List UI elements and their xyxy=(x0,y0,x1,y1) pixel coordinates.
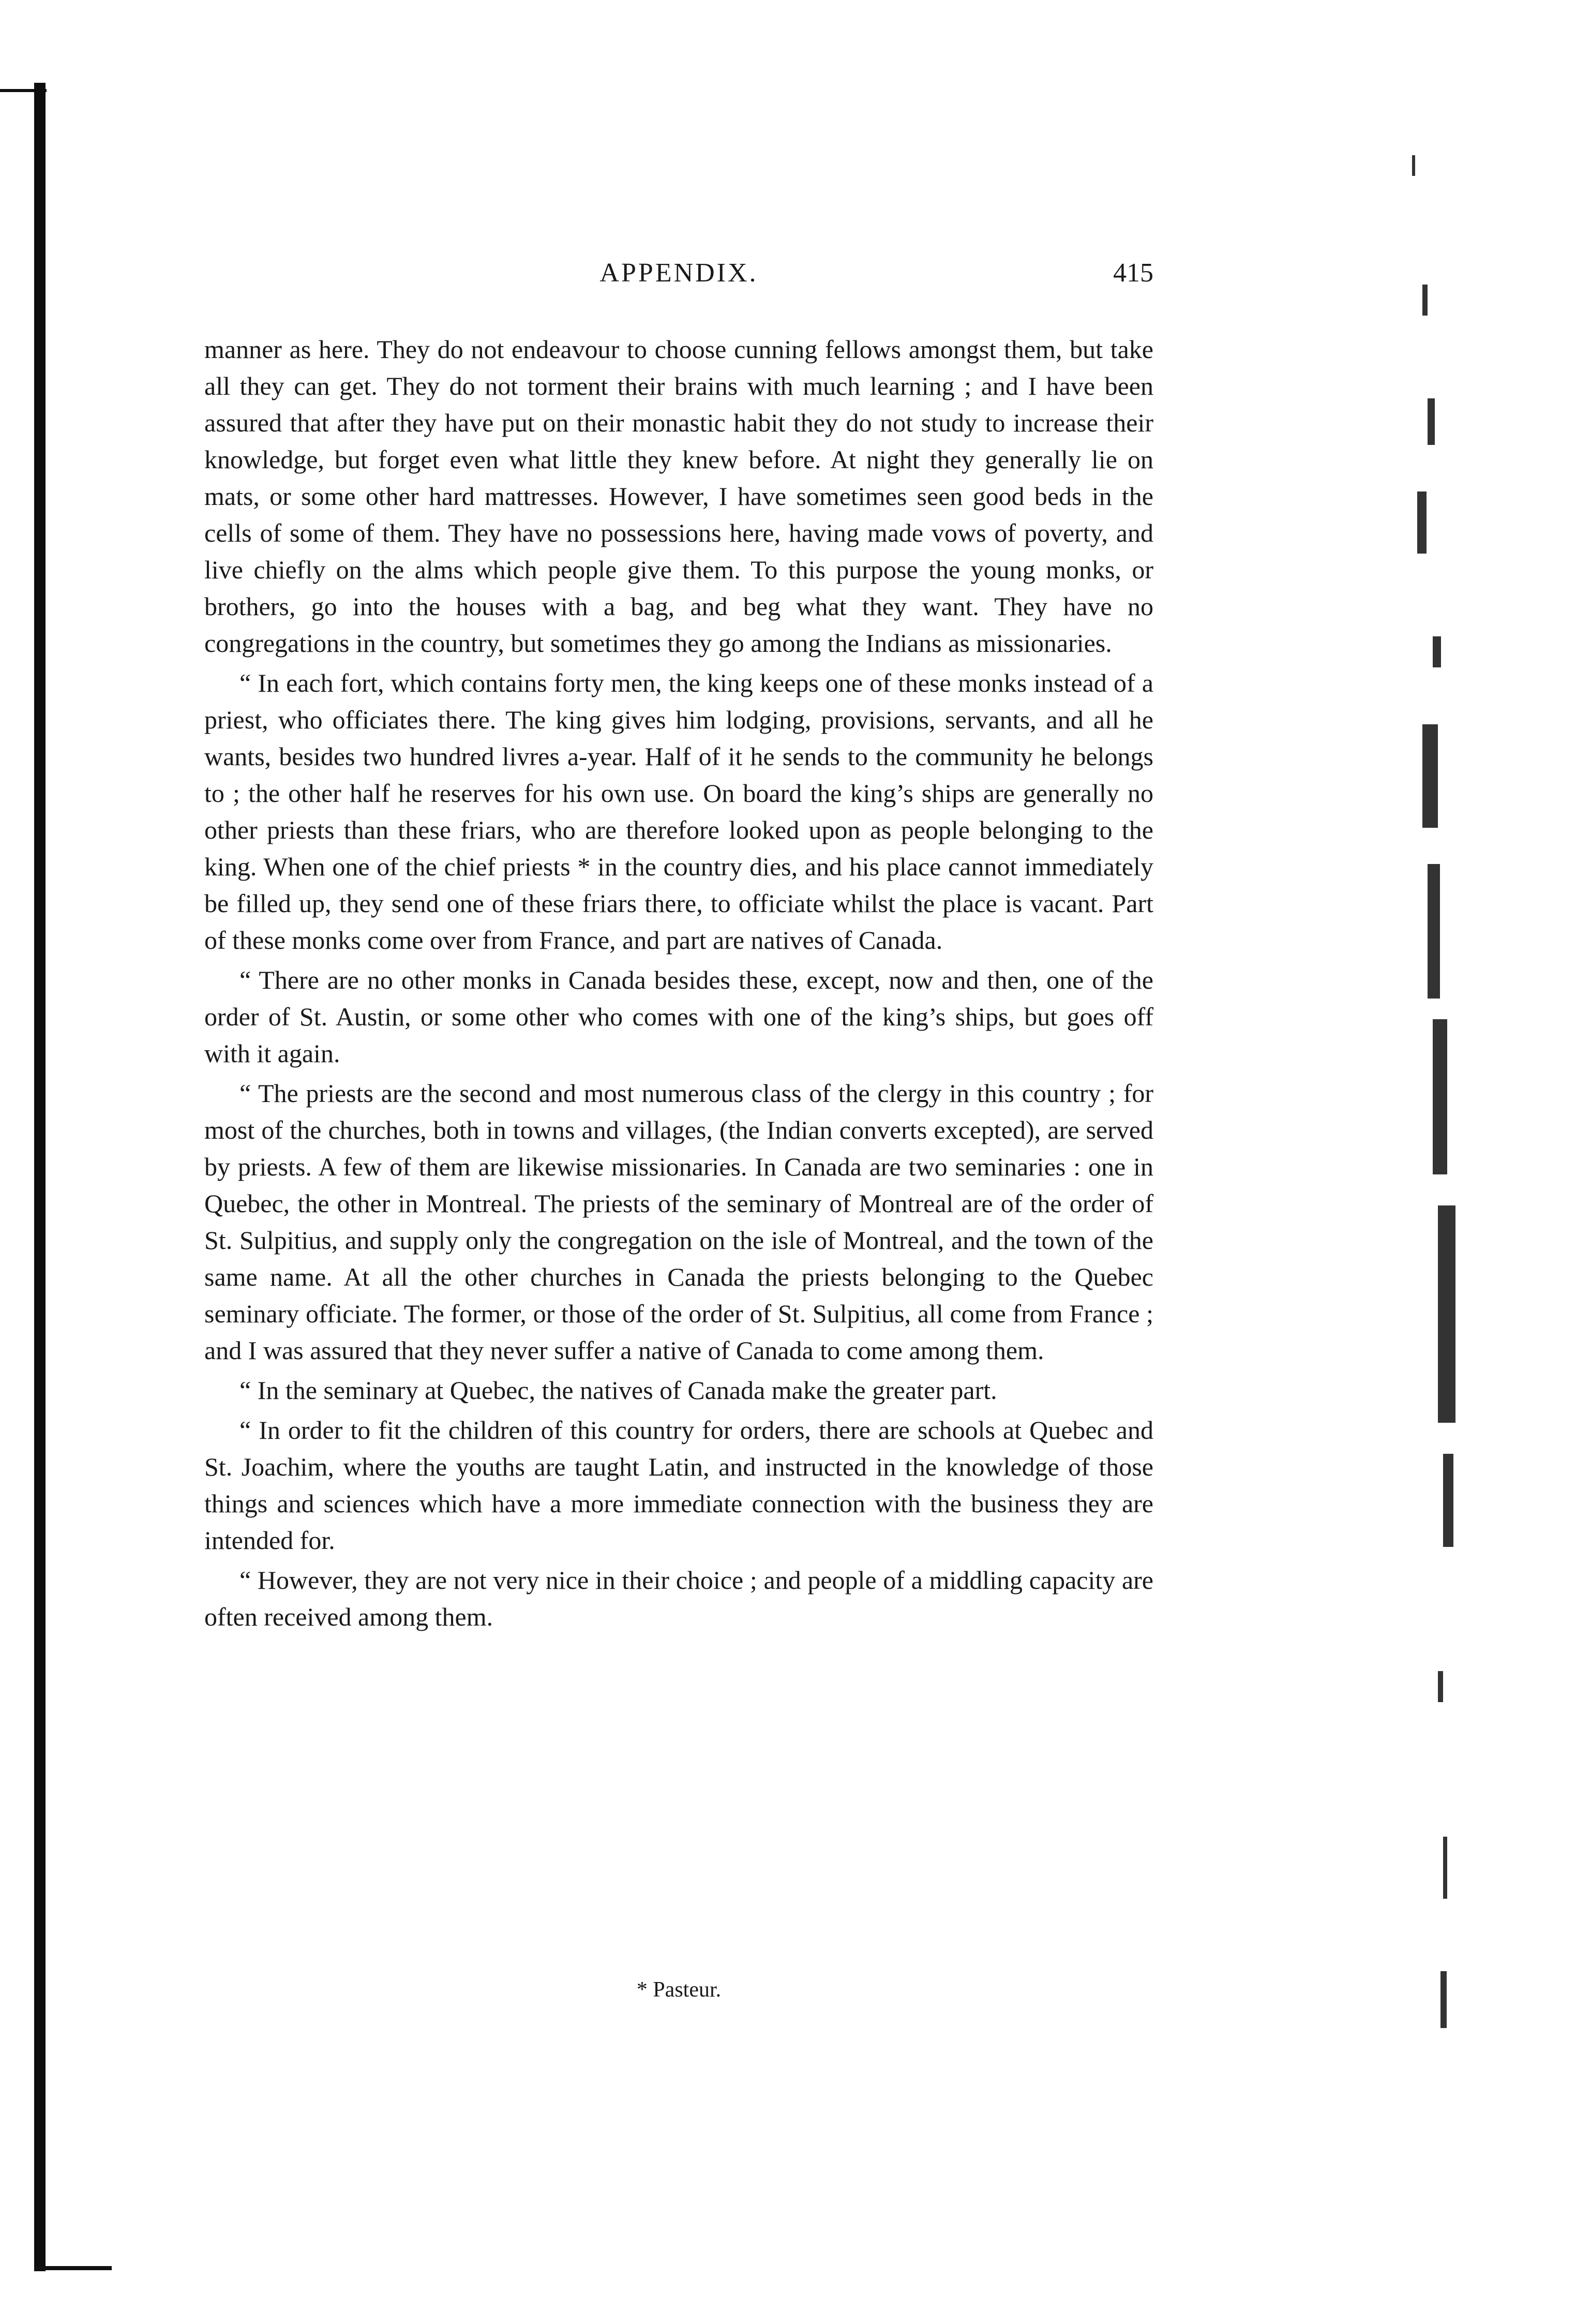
page-number: 415 xyxy=(1113,258,1153,288)
paragraph: “ In the seminary at Quebec, the natives of Canada make the greater part. xyxy=(239,1376,997,1405)
running-head: APPENDIX. xyxy=(599,258,758,288)
paragraph: “ In each fort, which contains forty men, the king keeps one of these monks instead of a priest, who officiates there. The king gives him lodging, provisions, servants, and all he wants, besides two hundred livres a-year. Half of it he sends to the community he belongs to ; the other half he reserves for his own use. On board the king’s ships are generally no other priests than these friars, who are therefore looked upon as people belonging to the king. When one of the chief priests * in the country dies, and his place cannot immediately be filled up, they send one of these friars there, to officiate whilst the place is vacant. Part of these monks come over from France, and part are natives of Canada. xyxy=(204,668,1153,955)
binding-edge-bottom xyxy=(34,2266,112,2270)
binding-edge xyxy=(34,83,46,2271)
body-text xyxy=(204,331,1153,1638)
paragraph: manner as here. They do not endeavour to choose cunning fellows amongst them, but take all they can get. They do not torment their brains with much learning ; and I have been assured that after they have put on their monastic habit they do not study to increase their knowledge, but forget even what little they knew before. At night they generally lie on mats, or some other hard mattresses. However, I have sometimes seen good beds in the cells of some of them. They have no possessions here, having made vows of poverty, and live chiefly on the alms which people give them. To this purpose the young monks, or brothers, go into the houses with a bag, and beg what they want. They have no congregations in the country, but sometimes they go among the Indians as missionaries. xyxy=(204,335,1153,658)
scan-edge-noise xyxy=(1391,129,1459,2044)
footnote: * Pasteur. xyxy=(636,1978,722,2002)
page-header xyxy=(204,258,1153,299)
paragraph: “ However, they are not very nice in their choice ; and people of a middling capacity are often received among them. xyxy=(204,1566,1153,1631)
paragraph: “ The priests are the second and most numerous class of the clergy in this country ; for most of the churches, both in towns and villages, (the Indian converts excepted), are served by priests. A few of them are likewise missionaries. In Canada are two seminaries : one in Quebec, the other in Montreal. The priests of the seminary of Montreal are of the order of St. Sulpitius, and supply only the congregation on the isle of Montreal, and the town of the same name. At all the other churches in Canada the priests belonging to the Quebec seminary officiate. The former, or those of the order of St. Sulpitius, all come from France ; and I was assured that they never suffer a native of Canada to come among them. xyxy=(204,1079,1153,1365)
paragraph: “ There are no other monks in Canada besides these, except, now and then, one of the order of St. Austin, or some other who comes with one of the king’s ships, but goes off with it again. xyxy=(204,965,1153,1068)
paragraph: “ In order to fit the children of this country for orders, there are schools at Quebec and St. Joachim, where the youths are taught Latin, and instructed in the knowledge of those things and sciences which have a more immediate connection with the business they are intended for. xyxy=(204,1416,1153,1555)
